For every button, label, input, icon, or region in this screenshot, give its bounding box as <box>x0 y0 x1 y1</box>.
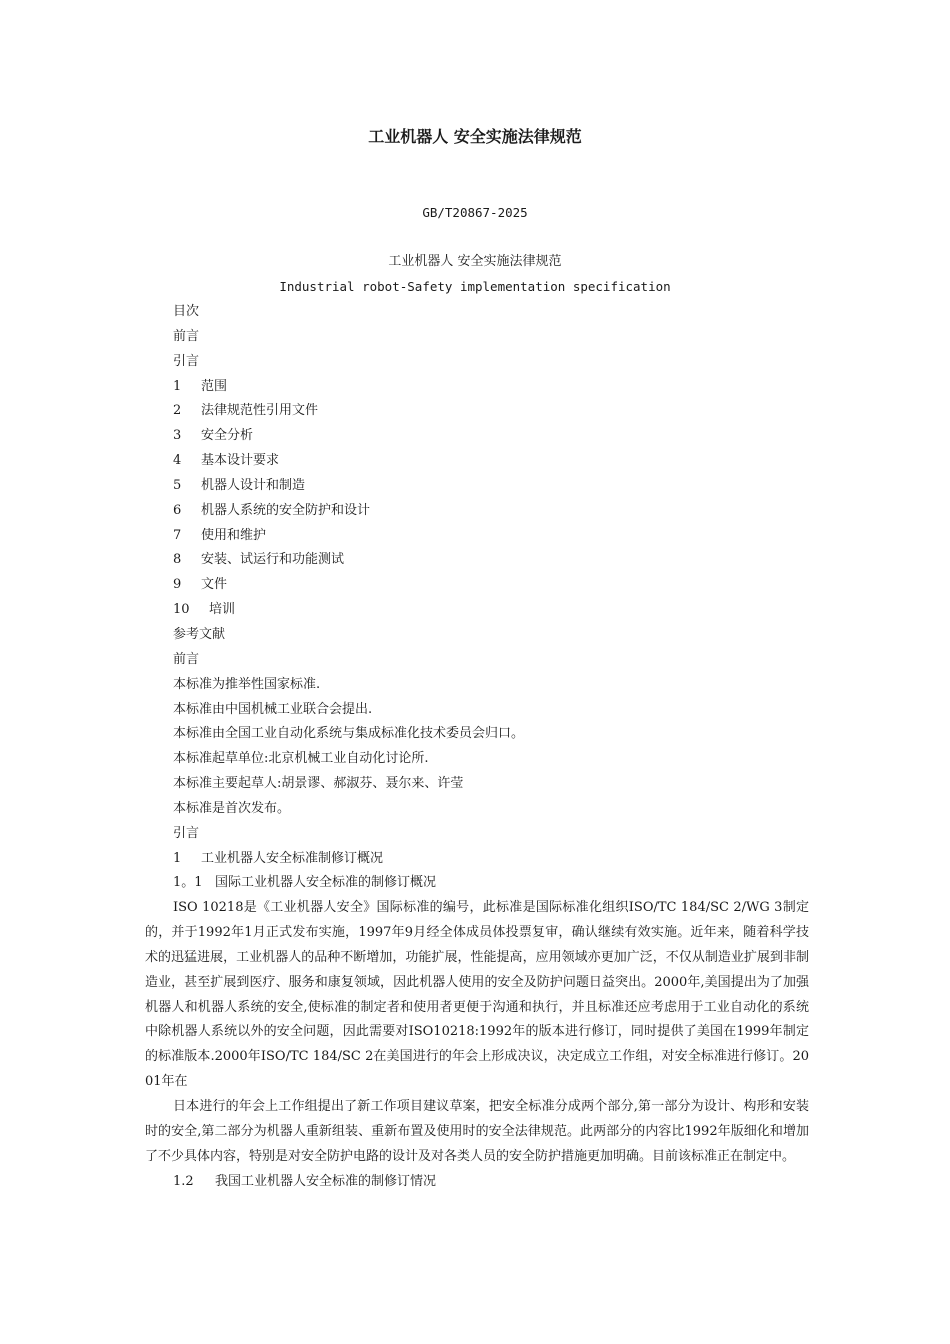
toc-item <box>173 375 813 400</box>
toc-item-label: 安全分析 <box>201 428 254 444</box>
toc-item-label: 文件 <box>201 577 228 593</box>
toc-item-label: 使用和维护 <box>201 527 267 543</box>
toc-item-number: 9 <box>173 577 182 593</box>
toc-item <box>173 598 813 623</box>
section-number: 1 <box>173 850 182 866</box>
toc-item-number: 8 <box>173 552 182 568</box>
body-paragraph: 日本进行的年会上工作组提出了新工作项目建议草案，把安全标准分成两个部分,第一部分为设计、构形和安装时的安全,第二部分为机器人重新组装、重新布置及使用时的安全法律规范。此两部分的内容比1992年版细化和增加了不少具体内容，特别是对安全防护电路的设计及对各类人员的安全防护措施更加明确。目前该标准正在制定中。 <box>145 1099 809 1164</box>
subsection-heading <box>173 1170 813 1195</box>
section-title: 工业机器人安全标准制修订概况 <box>201 850 384 866</box>
toc-item-label: 机器人设计和制造 <box>201 477 306 493</box>
toc-item-number: 6 <box>173 502 182 518</box>
foreword-line: 本标准由中国机械工业联合会提出. <box>173 701 373 717</box>
foreword-line: 本标准为推举性国家标准. <box>173 676 321 692</box>
toc-item-number: 10 <box>173 602 190 618</box>
foreword-line: 本标准是首次发布。 <box>173 800 291 816</box>
subsection-title: 我国工业机器人安全标准的制修订情况 <box>215 1173 437 1189</box>
subsection-number: 1.2 <box>173 1173 194 1189</box>
toc-item-label: 机器人系统的安全防护和设计 <box>201 502 371 518</box>
toc-foreword: 前言 <box>173 328 200 344</box>
document-header-title: 工业机器人 安全实施法律规范 <box>368 127 582 146</box>
toc-item-label: 范围 <box>201 378 228 394</box>
toc-item <box>173 499 813 524</box>
foreword-line: 本标准主要起草人:胡景谬、郝淑芬、聂尔来、许莹 <box>173 776 464 792</box>
toc-item-number: 1 <box>173 378 182 394</box>
toc-item-label: 法律规范性引用文件 <box>201 403 319 419</box>
toc-item <box>173 399 813 424</box>
toc-item-number: 5 <box>173 477 182 493</box>
toc-item-number: 7 <box>173 527 182 543</box>
intro-heading: 引言 <box>173 825 200 841</box>
section-heading <box>173 847 813 872</box>
foreword-heading: 前言 <box>173 651 200 667</box>
toc-item <box>173 524 813 549</box>
toc-item <box>173 474 813 499</box>
foreword-line: 本标准起草单位:北京机械工业自动化讨论所. <box>173 751 429 767</box>
toc-item <box>173 548 813 573</box>
body-paragraph: ISO 10218是《工业机器人安全》国际标准的编号，此标准是国际标准化组织ISO/TC 184/SC 2/WG 3制定的，并于1992年1月正式发布实施，1997年9月经全体成员体投票复审，确认继续有效实施。近年来，随着科学技术的迅猛进展，工业机器人的品种不断增加，功能扩展，性能提高，应用领域亦更加广泛，不仅从制造业扩展到非制造业，甚至扩展到医疗、服务和康复领域，因此机器人使用的安全及防护问题日益突出。2000年,美国提出为了加强机器人和机器人系统的安全,使标准的制定者和使用者更便于沟通和执行，并且标准还应考虑用于工业自动化的系统中除机器人系统以外的安全问题，因此需要对ISO10218:1992年的版本进行修订，同时提供了美国在1999年制定的标准版本.2000年ISO/TC 184/SC 2在美国进行的年会上形成决议，决定成立工作组，对安全标准进行修订。2001年在 <box>145 900 809 1090</box>
standard-code: GB/T20867-2025 <box>422 205 528 220</box>
toc-item-label: 培训 <box>209 602 236 618</box>
toc-item-label: 安装、试运行和功能测试 <box>201 552 345 568</box>
standard-title-zh: 工业机器人 安全实施法律规范 <box>388 254 562 269</box>
toc-heading: 目次 <box>173 304 200 319</box>
toc-item <box>173 449 813 474</box>
subsection-title: 国际工业机器人安全标准的制修订概况 <box>215 875 437 891</box>
toc-item-label: 基本设计要求 <box>201 453 280 469</box>
subsection-number: 1。1 <box>173 875 203 891</box>
toc-item-number: 4 <box>173 453 182 469</box>
document-body <box>145 300 813 1194</box>
toc-item-number: 3 <box>173 428 182 444</box>
toc-intro: 引言 <box>173 353 200 369</box>
foreword-line: 本标准由全国工业自动化系统与集成标准化技术委员会归口。 <box>173 726 525 742</box>
standard-title-en: Industrial robot-Safety implementation specification <box>279 279 671 294</box>
toc-item <box>173 573 813 598</box>
subsection-heading <box>173 871 813 896</box>
toc-references: 参考文献 <box>173 626 226 642</box>
toc-item-number: 2 <box>173 403 182 419</box>
toc-item <box>173 424 813 449</box>
